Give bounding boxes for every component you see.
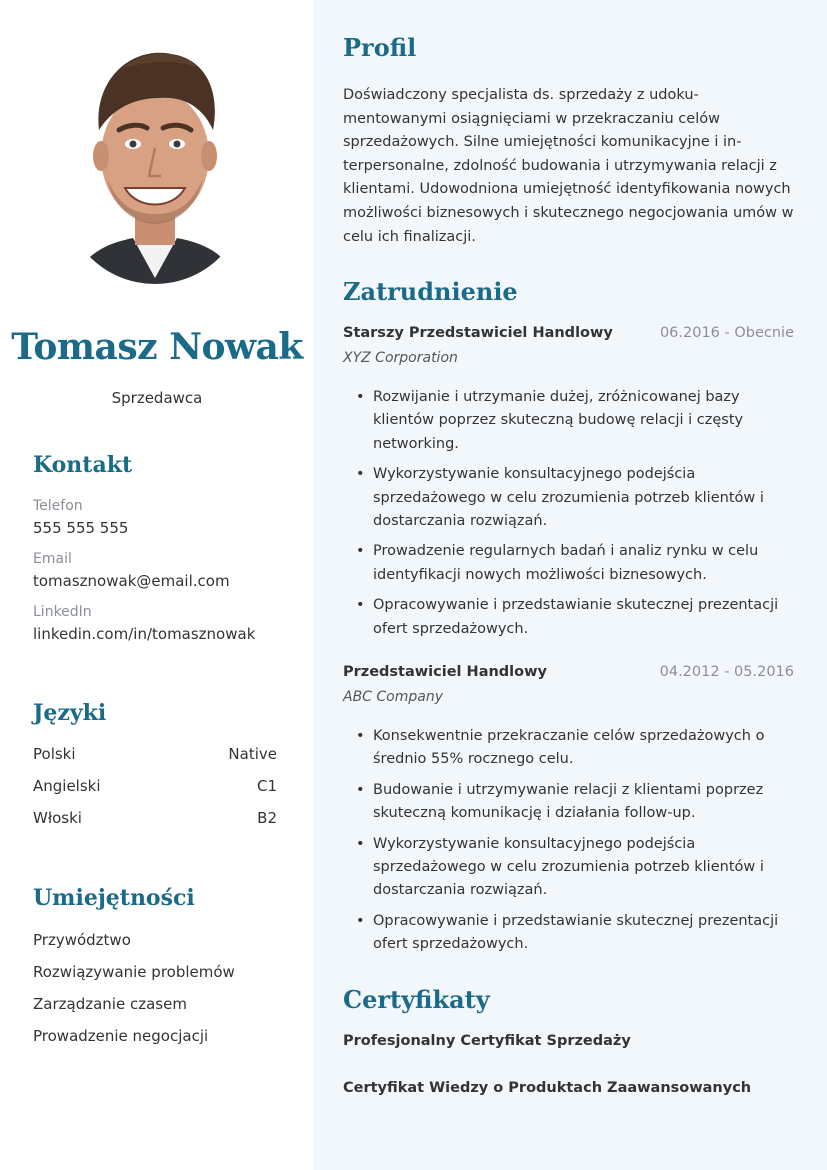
employment-heading: Zatrudnienie [343, 277, 518, 306]
language-name: Angielski [33, 777, 101, 795]
job-title: Starszy Przedstawiciel Handlowy [343, 325, 613, 341]
job-company: XYZ Corporation [343, 350, 458, 366]
list-item: • Budowanie i utrzymywanie relacji z klientami poprzez skuteczną komunikację i działania follow-up. [343, 779, 783, 826]
list-item: • Wykorzystywanie konsultacyjnego podejścia sprzedażowego w celu zrozumienia potrzeb klientów i dostarczania rozwiązań. [343, 463, 783, 533]
job-date: 06.2016 - Obecnie [659, 325, 794, 341]
list-item: • Opracowywanie i przedstawianie skutecznej prezentacji ofert sprzedażowych. [343, 910, 783, 957]
profile-text: Doświadczony specjalista ds. sprzedaży z udokumentowanymi osiągnięciami w przekraczaniu celów sprzedażowych. Silne umiejętności komunikacyjne i interpersonalne, zdolność budowania i utrzymywania relacji z klientami. Udowodniona umiejętność identyfikowania nowych możliwości biznesowych i skutecznego negocjowania umów w celu ich finalizacji. [343, 87, 794, 245]
job-bullets [343, 725, 783, 964]
job-company: ABC Company [343, 689, 444, 705]
main-content [314, 0, 827, 1170]
linkedin-label: LinkedIn [33, 604, 92, 620]
avatar [63, 38, 247, 284]
person-name: Tomasz Nowak [11, 326, 303, 368]
job-bullets [343, 386, 783, 648]
skill-item: Zarządzanie czasem [33, 995, 187, 1013]
profile-heading: Profil [343, 33, 417, 62]
list-item: • Konsekwentnie przekraczanie celów sprzedażowych o średnio 55% rocznego celu. [343, 725, 783, 772]
skill-item: Przywództwo [33, 931, 131, 949]
language-level: B2 [257, 809, 277, 827]
linkedin-value: linkedin.com/in/tomasznowak [33, 625, 256, 643]
job-date: 04.2012 - 05.2016 [659, 664, 794, 680]
job-title: Przedstawiciel Handlowy [343, 664, 547, 680]
language-level: C1 [256, 777, 277, 795]
certificates-heading: Certyfikaty [343, 985, 490, 1014]
certificate-item: Certyfikat Wiedzy o Produktach Zaawansowanych [343, 1080, 752, 1096]
list-item: • Prowadzenie regularnych badań i analiz rynku w celu identyfikacji nowych możliwości biznesowych. [343, 540, 783, 587]
language-row [33, 777, 277, 795]
language-name: Polski [33, 745, 76, 763]
skill-item: Prowadzenie negocjacji [33, 1027, 209, 1045]
sidebar [0, 0, 314, 1170]
list-item: • Opracowywanie i przedstawianie skutecznej prezentacji ofert sprzedażowych. [343, 594, 783, 641]
skill-item: Rozwiązywanie problemów [33, 963, 235, 981]
email-label: Email [33, 551, 72, 567]
language-name: Włoski [33, 809, 82, 827]
language-row [33, 809, 277, 827]
person-role: Sprzedawca [111, 389, 203, 407]
language-row [33, 745, 277, 763]
list-item: • Wykorzystywanie konsultacyjnego podejścia sprzedażowego w celu zrozumienia potrzeb klientów i dostarczania rozwiązań. [343, 833, 783, 903]
languages-heading: Języki [33, 700, 107, 726]
phone-label: Telefon [33, 498, 83, 514]
contact-heading: Kontakt [33, 452, 133, 478]
list-item: • Rozwijanie i utrzymanie dużej, zróżnicowanej bazy klientów poprzez skuteczną budowę relacji i częsty networking. [343, 386, 783, 456]
email-value: tomasznowak@email.com [33, 572, 230, 590]
language-level: Native [228, 745, 277, 763]
skills-heading: Umiejętności [33, 885, 195, 911]
phone-value: 555 555 555 [33, 519, 129, 537]
certificate-item: Profesjonalny Certyfikat Sprzedaży [343, 1033, 631, 1049]
